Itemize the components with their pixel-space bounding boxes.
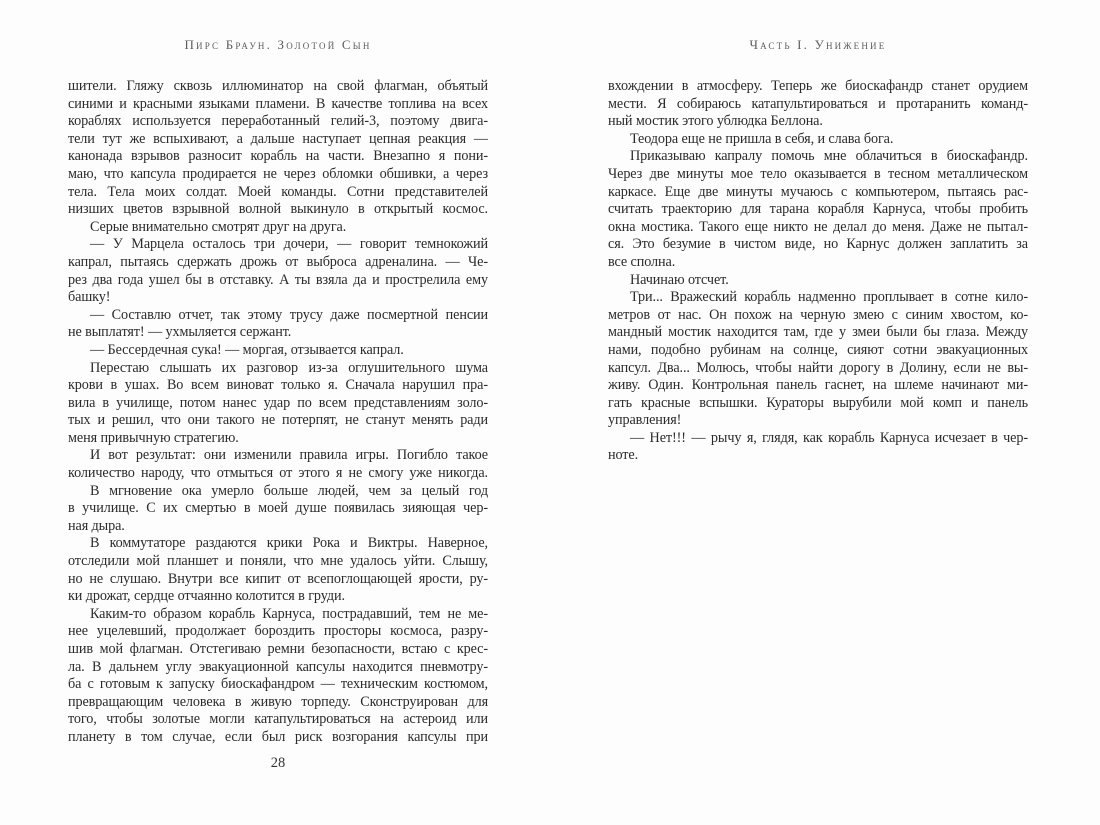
- text-line: капрал, пытаясь сдержать дрожь от выброса адреналина. — Че-: [68, 253, 488, 270]
- text-line: тели тут же вспыхивают, а дальше наступает цепная реакция —: [68, 130, 488, 147]
- text-line: мести. Я собираюсь катапультироваться и протаранить команд-: [608, 95, 1028, 112]
- text-line: В мгновение ока умерло больше людей, чем за целый год: [90, 482, 488, 499]
- text-line: того, чтобы золотые могли катапультироваться на астероид или: [68, 711, 488, 728]
- text-line: количество народу, что отмыться от этого я не смогу уже никогда.: [68, 465, 488, 482]
- text-line: — Бессердечная сука! — моргая, отзывается капрал.: [90, 341, 404, 358]
- text-line: вхождении в атмосферу. Теперь же биоскафандр станет орудием: [608, 78, 1028, 94]
- text-line: вила в училище, потом нанес удар по всем представлениям золо-: [68, 394, 488, 411]
- text-line: ная дыра.: [68, 517, 125, 534]
- text-line: тых и решил, что они такого не потерпят, не станут менять ради: [68, 412, 488, 429]
- text-line: меня привычную стратегию.: [68, 429, 239, 446]
- text-line: отследили мой планшет и поняли, что мне удалось уйти. Слышу,: [68, 553, 488, 570]
- text-line: синими и красными языками пламени. В качестве топлива на всех: [68, 95, 488, 112]
- text-line: Три... Вражеский корабль надменно проплывает в сотне кило-: [630, 289, 1028, 306]
- text-line: тела. Тела моих солдат. Моей команды. Сотни представителей: [68, 183, 488, 200]
- text-line: Теодора еще не пришла в себя, и слава бога.: [630, 130, 894, 147]
- text-line: башку!: [68, 289, 111, 306]
- text-line: планету в том случае, если был риск возгорания капсулы при: [68, 728, 488, 745]
- text-line: мандный мостик находится там, где у змеи были бы глаза. Между: [608, 324, 1028, 341]
- page-number: 28: [270, 755, 286, 771]
- right-page: [608, 37, 1028, 465]
- text-line: окна мостика. Такого еще никто не делал до меня. Даже не пытал-: [608, 218, 1028, 235]
- text-line: Начинаю отсчет.: [630, 271, 729, 288]
- text-line: управления!: [608, 412, 682, 429]
- text-line: нее уцелевший, продолжает бороздить просторы космоса, разру-: [68, 623, 488, 640]
- text-line: все сполна.: [608, 253, 676, 270]
- text-line: в училище. С их смертью в моей душе появилась зияющая чер-: [68, 500, 488, 517]
- text-line: рез два года ушел бы в отставку. А ты взяла да и прострелила ему: [68, 271, 488, 288]
- text-line: ла. В дальнем углу эвакуационной капсулы находится пневмотру-: [68, 658, 488, 675]
- text-line: низших цветов взрывной волной выкинуло в открытый космос.: [68, 201, 488, 218]
- text-line: Каким-то образом корабль Карнуса, пострадавший, тем не ме-: [90, 605, 488, 622]
- text-line: маю, что капсула продирается не через обломки обшивки, а через: [68, 165, 488, 182]
- left-page-text: [68, 78, 488, 747]
- text-line: не выплатят! — ухмыляется сержант.: [68, 324, 292, 341]
- text-line: нами, подобно рубинам на солнце, сияют сотни эвакуационных: [608, 341, 1028, 358]
- right-running-header: Часть I. Унижение: [749, 37, 887, 52]
- text-line: канонада взрывов разносит корабль на части. Внезапно я пони-: [68, 148, 488, 165]
- text-line: но не слушаю. Внутри все кипит от всепоглощающей ярости, ру-: [68, 570, 488, 587]
- left-running-header: Пирс Браун. Золотой Сын: [184, 37, 372, 52]
- text-line: каркасе. Еще две минуты мучаюсь с компьютером, пытаясь рас-: [608, 183, 1028, 200]
- text-line: — Составлю отчет, так этому трусу даже посмертной пенсии: [90, 306, 488, 323]
- left-page: [68, 37, 488, 771]
- text-line: ки дрожат, сердце отчаянно колотится в груди.: [68, 588, 345, 605]
- text-line: Перестаю слышать их разговор из-за оглушительного шума: [90, 359, 488, 376]
- text-line: ба с готовым к запуску биоскафандром — техническим костюмом,: [68, 676, 488, 693]
- text-line: И вот результат: они изменили правила игры. Погибло такое: [90, 447, 488, 464]
- text-line: превращающим человека в живую торпеду. Сконструирован для: [68, 693, 488, 710]
- text-line: ноте.: [608, 447, 639, 464]
- text-line: Серые внимательно смотрят друг на друга.: [90, 218, 347, 235]
- text-line: кораблях используется переработанный гелий-3, поэтому двига-: [68, 113, 488, 130]
- text-line: — У Марцела осталось три дочери, — говорит темнокожий: [90, 236, 488, 253]
- text-line: ся. Это безумие в чистом виде, но Карнус должен заплатить за: [608, 236, 1028, 253]
- text-line: гать красные вспышки. Кураторы вырубили мой комп и панель: [608, 394, 1028, 411]
- text-line: капсул. Два... Молюсь, чтобы найти дорогу в Долину, если не вы-: [608, 359, 1028, 376]
- text-line: ный мостик этого ублюдка Беллона.: [608, 113, 823, 130]
- text-line: Приказываю капралу помочь мне облачиться в биоскафандр.: [630, 148, 1028, 165]
- text-line: Через две минуты мое тело оказывается в тесном металлическом: [608, 165, 1028, 182]
- text-line: метров от нас. Он похож на черную змею с синим хвостом, ко-: [608, 306, 1028, 323]
- text-line: живу. Один. Контрольная панель гаснет, на шлеме начинают ми-: [608, 377, 1028, 394]
- text-line: В коммутаторе раздаются крики Рока и Виктры. Наверное,: [90, 535, 488, 552]
- text-line: — Нет!!! — рычу я, глядя, как корабль Карнуса исчезает в чер-: [630, 429, 1028, 446]
- text-line: шив мой флагман. Отстегиваю ремни безопасности, встаю с крес-: [68, 641, 488, 657]
- right-page-text: [608, 78, 1028, 465]
- text-line: шители. Гляжу сквозь иллюминатор на свой флагман, объятый: [68, 78, 488, 94]
- text-line: крови в ушах. Во всем виноват только я. Сначала нарушил пра-: [68, 377, 488, 394]
- text-line: считать траекторию для тарана корабля Карнуса, чтобы пробить: [608, 201, 1028, 218]
